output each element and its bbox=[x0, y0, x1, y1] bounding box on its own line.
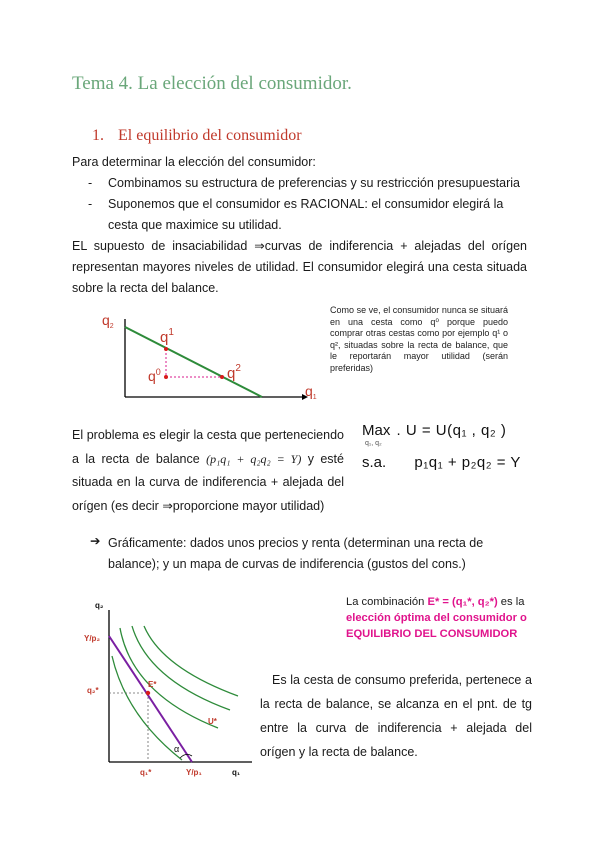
label-q0-point: $q^0$ bbox=[148, 367, 161, 384]
budget-line bbox=[109, 636, 192, 762]
equilibrium-figure bbox=[82, 598, 257, 783]
label-alpha: α bbox=[174, 744, 180, 754]
intro-text: Para determinar la elección del consumidor: bbox=[72, 155, 316, 169]
bullet-item: Suponemos que el consumidor es RACIONAL: el consumidor elegirá la cesta que maximice su utilidad. bbox=[108, 197, 504, 232]
label-q2-star: q₂* bbox=[87, 686, 99, 695]
paragraph-problem bbox=[72, 424, 344, 518]
page-title: Tema 4. La elección del consumidor. bbox=[72, 73, 352, 94]
max-formula bbox=[362, 422, 506, 439]
axis-label-q1: q₁ bbox=[232, 768, 241, 777]
budget-line-figure bbox=[100, 305, 325, 405]
point-q0 bbox=[164, 375, 168, 379]
axis-label-q2: $q_2$ bbox=[102, 312, 114, 330]
constraint-formula bbox=[362, 454, 521, 471]
label-e-star: E* bbox=[148, 680, 157, 689]
figure-note: Como se ve, el consumidor nunca se situará en una cesta como q⁰ porque puedo comprar otras cestas como por ejemplo q¹ o q², situadas sobre la recta de balance, que le reportarán mayor utilidad (serán preferidas) bbox=[330, 305, 508, 373]
objective: . U = U(q₁ , q₂ ) bbox=[396, 422, 507, 439]
section-heading bbox=[92, 127, 302, 145]
equilibrium-point bbox=[146, 691, 150, 695]
budget-line bbox=[125, 327, 262, 397]
indifference-curve bbox=[112, 656, 182, 760]
section-number: 1. bbox=[92, 127, 104, 144]
max-label: Max bbox=[362, 422, 391, 439]
label-u-star: U* bbox=[208, 717, 217, 726]
bullet-item: Combinamos su estructura de preferencias y su restricción presupuestaria bbox=[108, 176, 520, 190]
budget-equation: (p₁q₁ + q₂q₂ = Y) bbox=[206, 451, 302, 466]
label-q1-star: q₁* bbox=[140, 768, 152, 777]
label-q1-point: $q^1$ bbox=[160, 327, 174, 346]
paragraph-equilibrium: Es la cesta de consumo preferida, pertenece a la recta de balance, se alcanza en el pnt. de tg entre la curva de indiferencia + alejada del orígen y la recta de balance. bbox=[260, 673, 532, 759]
section-title: El equilibrio del consumidor bbox=[118, 127, 302, 144]
problem-text-b: y esté situada en la curva de indiferencia + alejada del orígen (es decir ⇒proporcione mayor utilidad) bbox=[72, 451, 344, 513]
bullet-dash: - bbox=[88, 176, 93, 190]
label-y-p1: Y/p₁ bbox=[186, 768, 202, 777]
axis-label-q1: $q_1$ bbox=[305, 383, 317, 401]
point-q1 bbox=[164, 347, 168, 351]
axis-label-q2: q₂ bbox=[95, 601, 104, 610]
point-q2 bbox=[220, 375, 224, 379]
combination-line-1: La combinación E* = (q₁*, q₂*) es la bbox=[346, 596, 525, 608]
label-y-p2: Y/p₂ bbox=[84, 634, 100, 643]
combination-line-3: EQUILIBRIO DEL CONSUMIDOR bbox=[346, 628, 518, 640]
sa-label: s.a. bbox=[362, 454, 387, 471]
problem-text-a: El problema es elegir la cesta que perteneciendo a la recta de balance bbox=[72, 428, 344, 466]
paragraph-insaciabilidad: EL supuesto de insaciabilidad ⇒curvas de indiferencia + alejadas del orígen representan mayores niveles de utilidad. El consumidor elegirá una cesta situada sobre la recta del balance. bbox=[72, 239, 527, 295]
bullet-dash: - bbox=[88, 197, 93, 211]
combination-line-2: elección óptima del consumidor o bbox=[346, 612, 527, 624]
indifference-curve bbox=[144, 626, 238, 696]
arrow-icon: ➔ bbox=[90, 534, 101, 548]
graph-intro: Gráficamente: dados unos precios y renta (determinan una recta de balance); y un mapa de curvas de indiferencia (gustos del cons.) bbox=[108, 536, 484, 571]
constraint: p₁q₁ + p₂q₂ = Y bbox=[414, 454, 521, 471]
max-subscript: q₁, q₂ bbox=[365, 440, 382, 447]
label-q2-point: $q^2$ bbox=[227, 363, 241, 382]
combination-text bbox=[346, 594, 546, 642]
